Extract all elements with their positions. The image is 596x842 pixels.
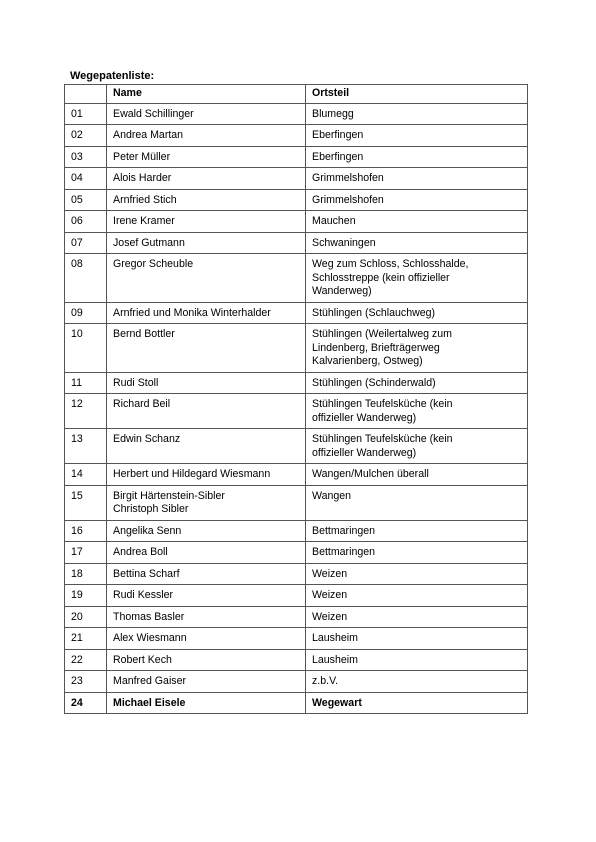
name-line: Michael Eisele	[113, 696, 186, 709]
ortsteil-line: Bettmaringen	[312, 546, 376, 558]
cell-ortsteil	[306, 606, 528, 628]
table-row	[65, 671, 528, 693]
cell-nr: 02	[65, 125, 107, 147]
ortsteil-line: Stühlingen Teufelsküche (kein	[312, 433, 453, 445]
name-line: Arnfried und Monika Winterhalder	[113, 306, 271, 319]
table-row	[65, 103, 528, 125]
cell-ortsteil	[306, 464, 528, 486]
table-row	[65, 302, 528, 324]
ortsteil-line: Grimmelshofen	[312, 193, 384, 206]
ortsteil-line: Schwaningen	[312, 236, 376, 249]
cell-ortsteil	[306, 168, 528, 190]
cell-name	[107, 394, 306, 429]
cell-nr: 16	[65, 520, 107, 542]
ortsteil-line: offizieller Wanderweg)	[312, 411, 417, 424]
name-line: Herbert und Hildegard Wiesmann	[113, 468, 271, 480]
ortsteil-line: Stühlingen (Schinderwald)	[312, 376, 436, 389]
table-row	[65, 232, 528, 254]
cell-ortsteil	[306, 254, 528, 303]
name-line: Birgit Härtenstein-Sibler	[113, 489, 225, 502]
cell-name	[107, 520, 306, 542]
cell-nr: 19	[65, 585, 107, 607]
cell-name	[107, 563, 306, 585]
cell-name	[107, 585, 306, 607]
name-line: Irene Kramer	[113, 215, 175, 227]
cell-ortsteil	[306, 103, 528, 125]
name-line: Arnfried Stich	[113, 193, 177, 206]
table-row	[65, 485, 528, 520]
name-line: Ewald Schillinger	[113, 107, 194, 120]
ortsteil-line: Weizen	[312, 589, 348, 601]
cell-name	[107, 429, 306, 464]
name-line: Robert Kech	[113, 653, 172, 666]
name-line: Andrea Boll	[113, 546, 168, 558]
cell-name	[107, 324, 306, 373]
cell-ortsteil	[306, 125, 528, 147]
table-row	[65, 189, 528, 211]
cell-name	[107, 103, 306, 125]
cell-nr: 08	[65, 254, 107, 303]
cell-ortsteil	[306, 485, 528, 520]
header-nr	[65, 85, 107, 104]
cell-name	[107, 189, 306, 211]
cell-name	[107, 125, 306, 147]
ortsteil-line: Stühlingen (Weilertalweg zum	[312, 328, 452, 340]
cell-ortsteil	[306, 429, 528, 464]
cell-nr: 12	[65, 394, 107, 429]
ortsteil-line: Kalvarienberg, Ostweg)	[312, 355, 423, 367]
ortsteil-line: Wangen	[312, 489, 352, 502]
table-row	[65, 211, 528, 233]
table-row	[65, 520, 528, 542]
ortsteil-line: Eberfingen	[312, 150, 364, 163]
table-row	[65, 429, 528, 464]
table-row	[65, 254, 528, 303]
table-row	[65, 585, 528, 607]
name-line: Alois Harder	[113, 172, 172, 184]
table-row	[65, 324, 528, 373]
table-row	[65, 372, 528, 394]
header-ortsteil: Ortsteil	[306, 85, 528, 104]
wegepaten-table	[64, 84, 528, 714]
name-line: Thomas Basler	[113, 610, 185, 623]
table-row	[65, 464, 528, 486]
table-row	[65, 168, 528, 190]
cell-ortsteil	[306, 628, 528, 650]
name-line: Angelika Senn	[113, 524, 182, 537]
cell-nr: 22	[65, 649, 107, 671]
ortsteil-line: Eberfingen	[312, 129, 364, 141]
cell-name	[107, 485, 306, 520]
cell-nr: 07	[65, 232, 107, 254]
cell-ortsteil	[306, 671, 528, 693]
cell-nr: 18	[65, 563, 107, 585]
ortsteil-line: Weizen	[312, 610, 348, 623]
table-row	[65, 146, 528, 168]
ortsteil-line: Wanderweg)	[312, 285, 372, 297]
cell-name	[107, 372, 306, 394]
cell-nr: 21	[65, 628, 107, 650]
table-row	[65, 692, 528, 714]
cell-ortsteil	[306, 189, 528, 211]
cell-nr: 10	[65, 324, 107, 373]
cell-name	[107, 542, 306, 564]
ortsteil-line: Lindenberg, Briefträgerweg	[312, 341, 440, 354]
cell-nr: 03	[65, 146, 107, 168]
cell-ortsteil	[306, 302, 528, 324]
cell-nr: 04	[65, 168, 107, 190]
name-line: Manfred Gaiser	[113, 675, 187, 687]
ortsteil-line: Lausheim	[312, 632, 358, 644]
cell-name	[107, 606, 306, 628]
cell-name	[107, 649, 306, 671]
cell-nr: 23	[65, 671, 107, 693]
name-line: Alex Wiesmann	[113, 632, 187, 644]
ortsteil-line: Blumegg	[312, 107, 354, 120]
cell-nr: 13	[65, 429, 107, 464]
ortsteil-line: z.b.V.	[312, 675, 339, 687]
cell-nr: 24	[65, 692, 107, 714]
cell-ortsteil	[306, 372, 528, 394]
cell-name	[107, 628, 306, 650]
cell-name	[107, 692, 306, 714]
ortsteil-line: Mauchen	[312, 215, 356, 227]
table-row	[65, 628, 528, 650]
name-line: Gregor Scheuble	[113, 258, 194, 270]
cell-ortsteil	[306, 520, 528, 542]
name-line: Peter Müller	[113, 150, 171, 163]
table-header-row	[65, 85, 528, 104]
cell-name	[107, 168, 306, 190]
cell-ortsteil	[306, 394, 528, 429]
cell-ortsteil	[306, 692, 528, 714]
ortsteil-line: Stühlingen (Schlauchweg)	[312, 306, 436, 319]
table-row	[65, 606, 528, 628]
name-line: Josef Gutmann	[113, 236, 185, 249]
cell-name	[107, 671, 306, 693]
page-title: Wegepatenliste:	[70, 70, 155, 82]
name-line: Rudi Stoll	[113, 376, 159, 389]
cell-nr: 14	[65, 464, 107, 486]
table-row	[65, 125, 528, 147]
cell-ortsteil	[306, 232, 528, 254]
cell-ortsteil	[306, 324, 528, 373]
cell-nr: 17	[65, 542, 107, 564]
table-row	[65, 394, 528, 429]
table-row	[65, 542, 528, 564]
cell-name	[107, 254, 306, 303]
name-line: Edwin Schanz	[113, 433, 181, 445]
cell-nr: 06	[65, 211, 107, 233]
table-body	[65, 103, 528, 714]
ortsteil-line: Grimmelshofen	[312, 172, 384, 184]
name-line: Rudi Kessler	[113, 589, 174, 601]
name-line: Christoph Sibler	[113, 503, 189, 515]
cell-nr: 20	[65, 606, 107, 628]
cell-nr: 09	[65, 302, 107, 324]
cell-nr: 01	[65, 103, 107, 125]
cell-ortsteil	[306, 211, 528, 233]
cell-ortsteil	[306, 542, 528, 564]
ortsteil-line: offizieller Wanderweg)	[312, 446, 417, 459]
cell-name	[107, 302, 306, 324]
cell-name	[107, 232, 306, 254]
cell-ortsteil	[306, 649, 528, 671]
cell-ortsteil	[306, 585, 528, 607]
ortsteil-line: Wangen/Mulchen überall	[312, 468, 429, 480]
name-line: Richard Beil	[113, 398, 171, 410]
ortsteil-line: Weg zum Schloss, Schlosshalde,	[312, 258, 469, 270]
name-line: Bettina Scharf	[113, 567, 180, 580]
name-line: Bernd Bottler	[113, 328, 175, 340]
name-line: Andrea Martan	[113, 129, 184, 141]
cell-nr: 05	[65, 189, 107, 211]
ortsteil-line: Stühlingen Teufelsküche (kein	[312, 398, 453, 410]
table-row	[65, 563, 528, 585]
cell-name	[107, 211, 306, 233]
cell-name	[107, 146, 306, 168]
header-name: Name	[107, 85, 306, 104]
ortsteil-line: Schlosstreppe (kein offizieller	[312, 271, 450, 284]
cell-name	[107, 464, 306, 486]
table-row	[65, 649, 528, 671]
cell-ortsteil	[306, 146, 528, 168]
ortsteil-line: Lausheim	[312, 653, 358, 666]
ortsteil-line: Wegewart	[312, 696, 362, 709]
ortsteil-line: Bettmaringen	[312, 524, 376, 537]
cell-nr: 11	[65, 372, 107, 394]
cell-ortsteil	[306, 563, 528, 585]
cell-nr: 15	[65, 485, 107, 520]
ortsteil-line: Weizen	[312, 567, 348, 580]
